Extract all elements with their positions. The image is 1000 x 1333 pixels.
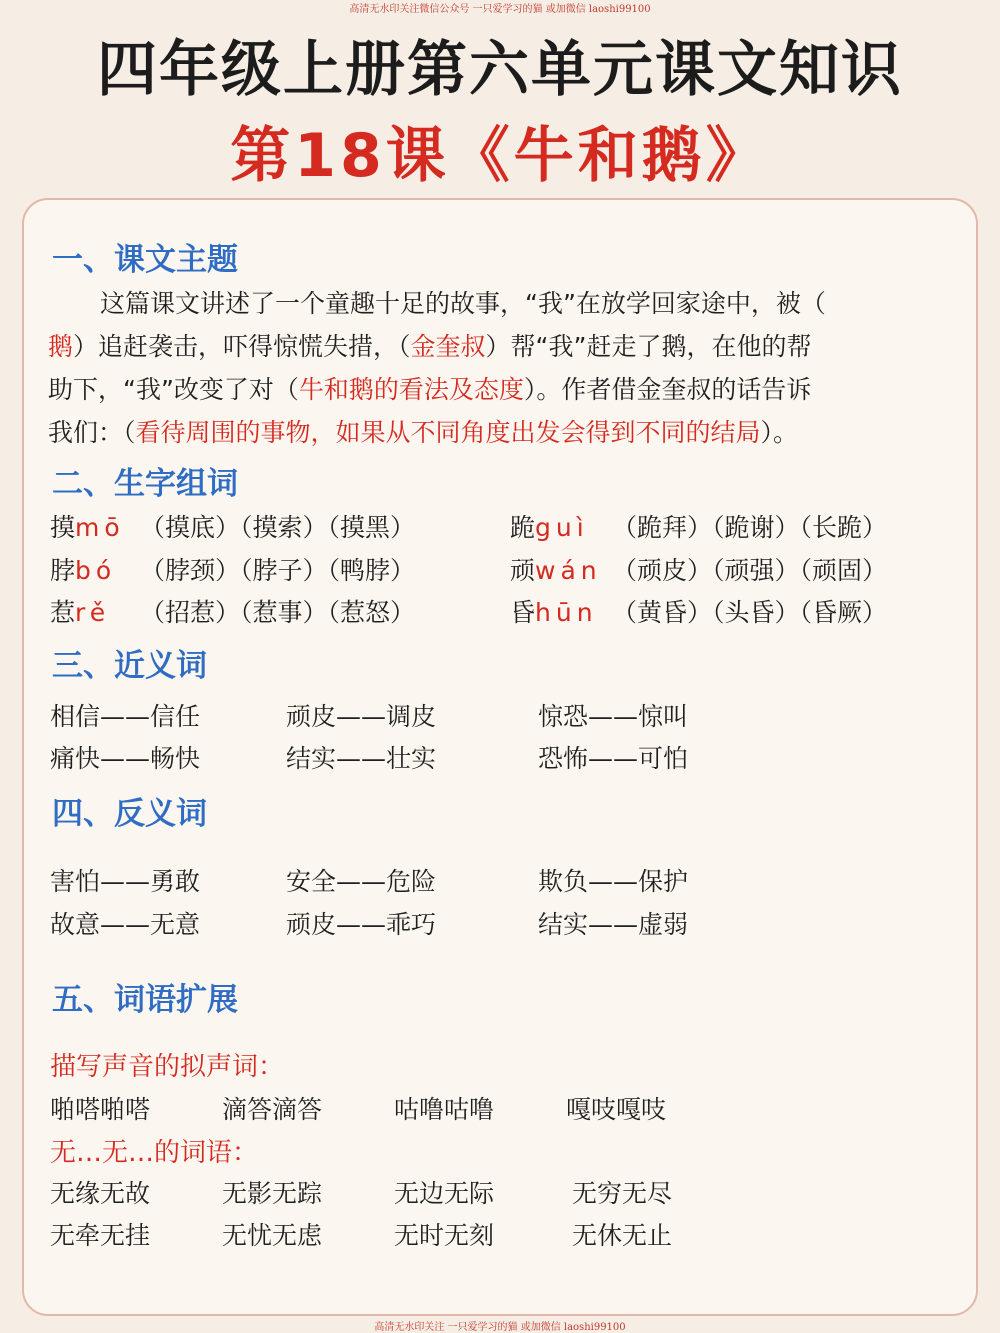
antonym-pair: 故意——无意 (50, 910, 201, 939)
char-row: 惹rě (50, 598, 111, 627)
section-heading-theme: 一、课文主题 (52, 242, 238, 278)
watermark-bottom: 高清无水印关注 一只爱学习的猫 或加微信 laoshi99100 (374, 1322, 626, 1333)
synonym-pair: 顽皮——调皮 (286, 702, 437, 731)
char-row: 昏hūn (510, 598, 598, 627)
synonym-pair: 相信——信任 (50, 702, 201, 731)
antonym-pair: 结实——虚弱 (538, 910, 689, 939)
section-heading-word-expansion: 五、词语扩展 (52, 982, 238, 1018)
synonym-pair: 痛快——畅快 (50, 744, 201, 773)
char-words: （脖颈）（脖子）（鸭脖） (140, 556, 416, 585)
section-heading-synonyms: 三、近义词 (52, 648, 207, 684)
onomatopoeia-word: 滴答滴答 (222, 1095, 323, 1124)
wu-wu-word: 无休无止 (572, 1221, 673, 1250)
wu-wu-subheading: 无…无…的词语： (50, 1138, 259, 1168)
antonym-pair: 顽皮——乖巧 (286, 910, 437, 939)
char-row: 顽wán (510, 556, 602, 585)
char-words: （跪拜）（跪谢）（长跪） (612, 513, 888, 542)
onomatopoeia-word: 嘎吱嘎吱 (566, 1095, 667, 1124)
wu-wu-word: 无边无际 (394, 1179, 495, 1208)
lesson-title: 第18课《牛和鹅》 (230, 121, 770, 191)
theme-paragraph: 这篇课文讲述了一个童趣十足的故事，“我”在放学回家途中，被（ 鹅）追赶袭击，吓得惊慌失措，（金奎叔）帮“我”赶走了鹅，在他的帮 助下，“我”改变了对（牛和鹅的看法及态度）。作者借金奎叔的话告诉 我们：（看待周围的事物，如果从不同角度出发会得到不同的结局）。 (48, 289, 826, 447)
char-row: 跪guì (510, 513, 589, 542)
synonym-pair: 惊恐——惊叫 (538, 702, 689, 731)
antonym-pair: 害怕——勇敢 (50, 867, 201, 896)
section-heading-new-characters: 二、生字组词 (52, 466, 238, 502)
antonym-pair: 安全——危险 (286, 867, 437, 896)
wu-wu-word: 无影无踪 (222, 1179, 323, 1208)
page-title: 四年级上册第六单元课文知识 (97, 35, 903, 105)
watermark-top: 高清无水印关注微信公众号 一只爱学习的猫 或加微信 laoshi99100 (349, 4, 651, 15)
char-row: 摸mō (50, 513, 125, 542)
synonym-pair: 恐怖——可怕 (538, 744, 689, 773)
char-words: （摸底）（摸索）（摸黑） (140, 513, 416, 542)
char-words: （黄昏）（头昏）（昏厥） (612, 598, 888, 627)
wu-wu-word: 无时无刻 (394, 1221, 495, 1250)
wu-wu-word: 无忧无虑 (222, 1221, 323, 1250)
wu-wu-word: 无穷无尽 (572, 1179, 673, 1208)
onomatopoeia-subheading: 描写声音的拟声词： (50, 1052, 285, 1082)
wu-wu-word: 无缘无故 (50, 1179, 151, 1208)
synonym-pair: 结实——壮实 (286, 744, 437, 773)
onomatopoeia-word: 咕噜咕噜 (394, 1095, 495, 1124)
antonym-pair: 欺负——保护 (538, 867, 689, 896)
wu-wu-word: 无牵无挂 (50, 1221, 151, 1250)
char-words: （顽皮）（顽强）（顽固） (612, 556, 888, 585)
section-heading-antonyms: 四、反义词 (52, 796, 207, 832)
onomatopoeia-word: 啪嗒啪嗒 (50, 1095, 151, 1124)
char-words: （招惹）（惹事）（惹怒） (140, 598, 416, 627)
char-row: 脖bó (50, 556, 117, 585)
